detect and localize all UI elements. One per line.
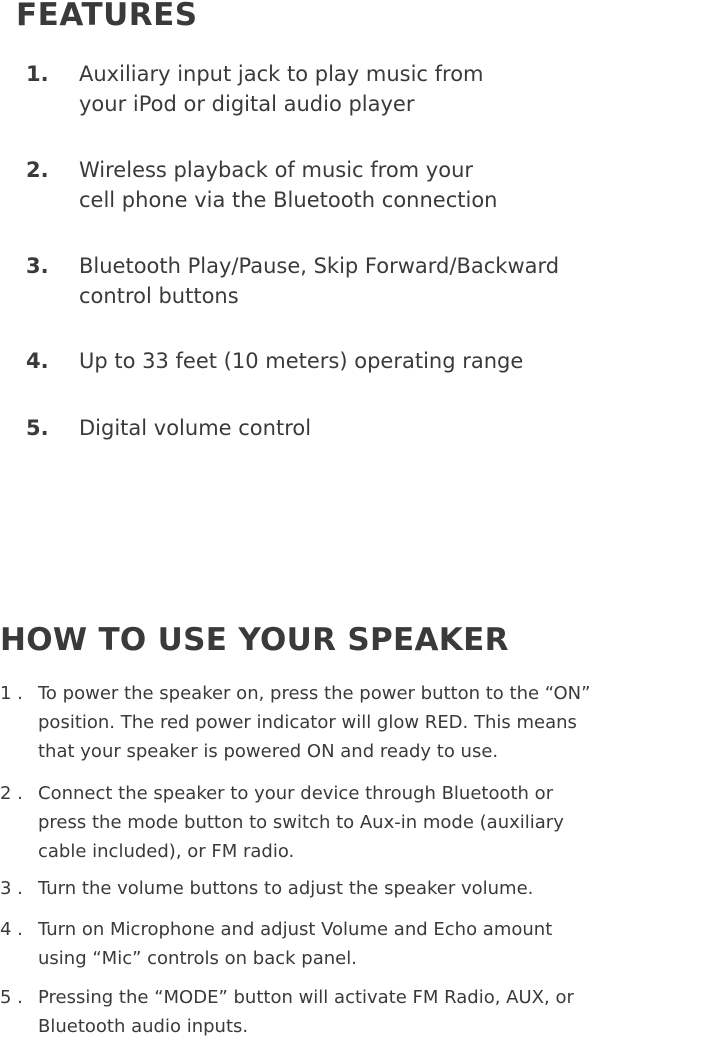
feature-text (79, 251, 709, 311)
step-line: Turn on Microphone and adjust Volume and Echo amount (38, 919, 553, 940)
feature-line: Wireless playback of music from your (79, 158, 474, 182)
feature-line: Bluetooth Play/Pause, Skip Forward/Backward (79, 254, 560, 278)
step-text (38, 983, 713, 1041)
step-text (38, 874, 713, 903)
feature-number: 4. (26, 349, 49, 373)
feature-number: 3. (26, 254, 49, 278)
feature-line: control buttons (79, 284, 239, 308)
step-line: To power the speaker on, press the power button to the “ON” (38, 683, 591, 704)
step-number: 1 . (0, 683, 23, 704)
step-line: Bluetooth audio inputs. (38, 1016, 249, 1037)
step-number: 3 . (0, 878, 23, 899)
feature-text (79, 155, 709, 215)
step-number: 2 . (0, 783, 23, 804)
step-line: press the mode button to switch to Aux-in mode (auxiliary (38, 812, 564, 833)
step-text (38, 679, 713, 766)
features-heading: FEATURES (16, 0, 198, 33)
feature-text (79, 59, 709, 119)
step-number: 4 . (0, 919, 23, 940)
step-text (38, 915, 713, 973)
step-line: Connect the speaker to your device through Bluetooth or (38, 783, 554, 804)
feature-text (79, 413, 709, 443)
feature-line: Up to 33 feet (10 meters) operating range (79, 349, 524, 373)
step-line: Turn the volume buttons to adjust the speaker volume. (38, 878, 534, 899)
step-line: using “Mic” controls on back panel. (38, 948, 357, 969)
step-number: 5 . (0, 987, 23, 1008)
step-text (38, 779, 713, 866)
feature-text (79, 346, 709, 376)
feature-number: 2. (26, 158, 49, 182)
step-line: Pressing the “MODE” button will activate FM Radio, AUX, or (38, 987, 574, 1008)
feature-number: 1. (26, 62, 49, 86)
howto-heading: HOW TO USE YOUR SPEAKER (0, 622, 509, 658)
feature-line: Auxiliary input jack to play music from (79, 62, 484, 86)
feature-line: cell phone via the Bluetooth connection (79, 188, 498, 212)
step-line: that your speaker is powered ON and ready to use. (38, 741, 499, 762)
feature-line: your iPod or digital audio player (79, 92, 415, 116)
step-line: cable included), or FM radio. (38, 841, 295, 862)
feature-number: 5. (26, 416, 49, 440)
step-line: position. The red power indicator will glow RED. This means (38, 712, 577, 733)
feature-line: Digital volume control (79, 416, 312, 440)
